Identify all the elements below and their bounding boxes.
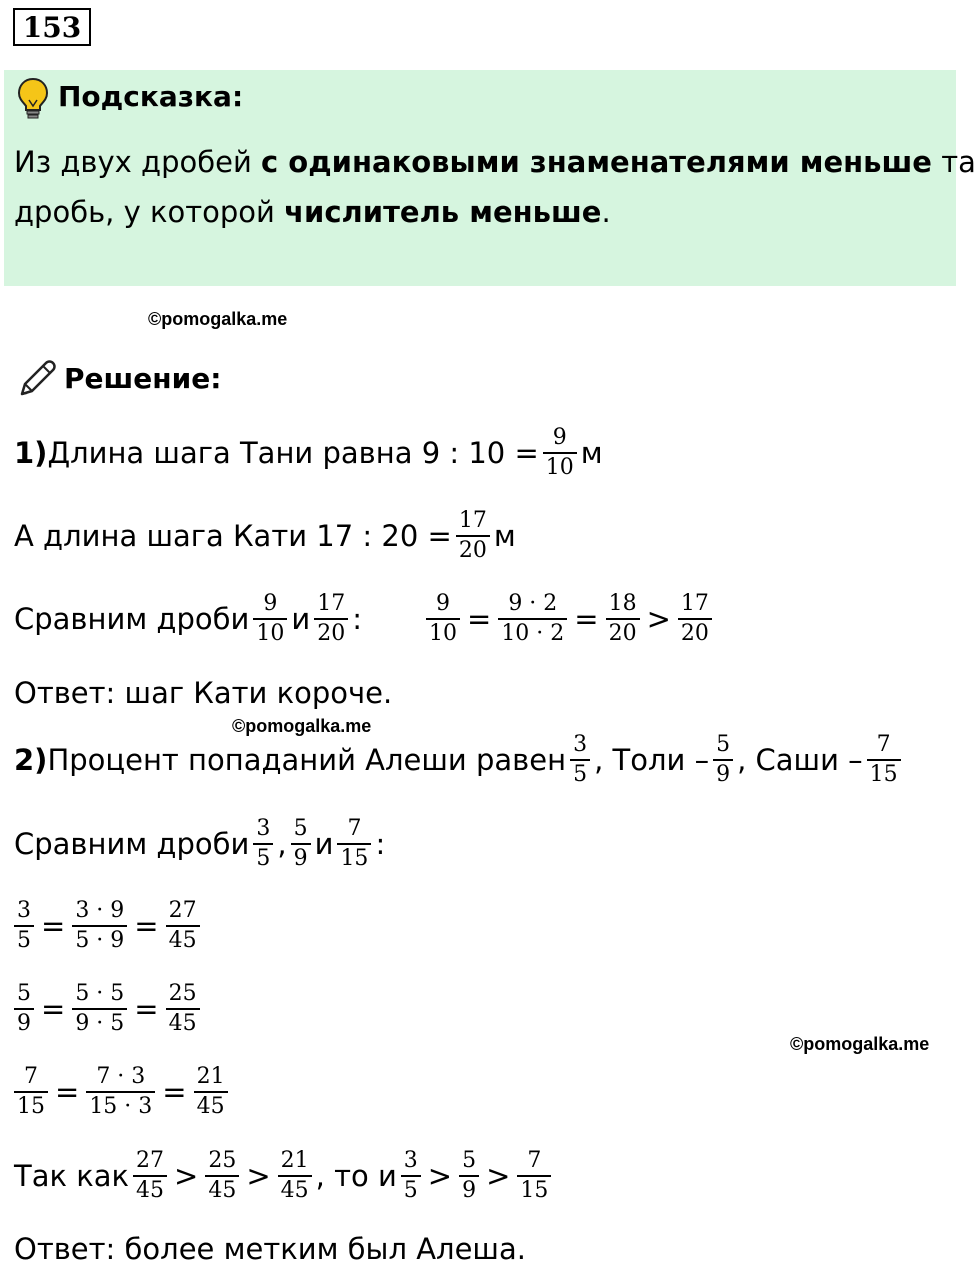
greater-than-sign: > xyxy=(486,1159,511,1194)
part1-compare xyxy=(14,592,716,646)
part2-row-3 xyxy=(10,1065,232,1119)
hint-text-line-2 xyxy=(14,195,611,229)
fraction: $\frac{3}{5}$ xyxy=(401,1149,421,1203)
fraction: $\frac{5}{9}$ xyxy=(459,1149,479,1203)
unit: м xyxy=(493,519,516,554)
fraction: $\frac{21}{45}$ xyxy=(278,1149,312,1203)
punctuation: , xyxy=(277,827,287,862)
fraction: $\frac{25}{45}$ xyxy=(166,982,200,1036)
fraction: $\frac{9 \cdot 2}{10 \cdot 2}$ xyxy=(498,592,567,646)
statement-text: , Саши – xyxy=(737,743,863,778)
conjunction: и xyxy=(291,602,311,637)
greater-than-sign: > xyxy=(174,1159,199,1194)
fraction: $\frac{17}{20}$ xyxy=(678,592,712,646)
lightbulb-icon xyxy=(16,76,50,120)
statement-text: А длина шага Кати 17 : 20 = xyxy=(14,519,452,554)
fraction: $\frac{27}{45}$ xyxy=(166,899,200,953)
task-number: 153 xyxy=(13,8,91,46)
greater-than-sign: > xyxy=(646,602,671,637)
watermark: ©pomogalka.me xyxy=(232,716,372,736)
answer-text: Ответ: шаг Кати короче. xyxy=(14,676,393,710)
watermark: ©pomogalka.me xyxy=(790,1034,930,1054)
greater-than-sign: > xyxy=(427,1159,453,1194)
fraction: $\frac{9}{10}$ xyxy=(253,592,287,646)
equals-sign: = xyxy=(162,1075,187,1110)
hint-title: Подсказка: xyxy=(58,80,244,113)
fraction: $\frac{7}{15}$ xyxy=(14,1065,48,1119)
fraction: $\frac{25}{45}$ xyxy=(205,1149,239,1203)
statement-text: Сравним дроби xyxy=(14,602,250,637)
statement-text: Сравним дроби xyxy=(14,827,250,862)
fraction: $\frac{5}{9}$ xyxy=(14,982,34,1036)
statement-text: , Толи – xyxy=(594,743,710,778)
fraction: $\frac{9}{10}$ xyxy=(426,592,460,646)
equals-sign: = xyxy=(134,909,159,944)
fraction: $\frac{27}{45}$ xyxy=(133,1149,167,1203)
unit: м xyxy=(580,436,603,471)
hint-text: дробь, у которой xyxy=(14,195,285,229)
part1-answer xyxy=(14,676,392,710)
hint-emphasis: числитель меньше xyxy=(284,195,602,229)
fraction: $\frac{5}{9}$ xyxy=(713,733,733,787)
punctuation: : xyxy=(375,827,386,862)
fraction: $\frac{3 \cdot 9}{5 \cdot 9}$ xyxy=(72,899,127,953)
equals-sign: = xyxy=(41,992,66,1027)
hint-text: та xyxy=(931,145,976,179)
part2-answer xyxy=(14,1232,526,1266)
fraction: $\frac{9}{10}$ xyxy=(543,426,577,480)
fraction: $\frac{5}{9}$ xyxy=(291,817,311,871)
solution-title: Решение: xyxy=(64,362,222,395)
part2-compare xyxy=(14,817,385,871)
conjunction: и xyxy=(314,827,334,862)
statement-text: , то и xyxy=(315,1159,397,1194)
equals-sign: = xyxy=(55,1075,80,1110)
fraction: $\frac{18}{20}$ xyxy=(606,592,640,646)
hint-text-line-1 xyxy=(14,145,976,179)
hint-text: . xyxy=(601,195,611,229)
fraction: $\frac{5 \cdot 5}{9 \cdot 5}$ xyxy=(72,982,127,1036)
equals-sign: = xyxy=(574,602,599,637)
part1-line1 xyxy=(14,426,603,480)
statement-text: Длина шага Тани равна 9 : 10 = xyxy=(47,436,539,471)
hint-emphasis: с одинаковыми знаменателями меньше xyxy=(261,145,932,179)
part-label: 1) xyxy=(14,436,48,471)
fraction: $\frac{17}{20}$ xyxy=(314,592,348,646)
answer-text: Ответ: более метким был Алеша. xyxy=(14,1232,526,1266)
part2-line1 xyxy=(14,733,905,787)
fraction: $\frac{21}{45}$ xyxy=(194,1065,228,1119)
fraction: $\frac{7}{15}$ xyxy=(867,733,901,787)
fraction: $\frac{3}{5}$ xyxy=(570,733,590,787)
equals-sign: = xyxy=(134,992,159,1027)
statement-text: Процент попаданий Алеши равен xyxy=(47,743,567,778)
part1-line2 xyxy=(14,509,516,563)
fraction: $\frac{3}{5}$ xyxy=(253,817,273,871)
equals-sign: = xyxy=(467,602,492,637)
equals-sign: = xyxy=(41,909,66,944)
fraction: $\frac{3}{5}$ xyxy=(14,899,34,953)
fraction: $\frac{7}{15}$ xyxy=(337,817,371,871)
part2-row-1 xyxy=(10,899,204,953)
part2-row-2 xyxy=(10,982,204,1036)
part2-conclusion xyxy=(14,1149,555,1203)
greater-than-sign: > xyxy=(246,1159,271,1194)
punctuation: : xyxy=(352,602,362,637)
hint-text: Из двух дробей xyxy=(14,145,262,179)
fraction: $\frac{17}{20}$ xyxy=(456,509,490,563)
part-label: 2) xyxy=(14,743,48,778)
pencil-icon xyxy=(16,358,58,400)
fraction: $\frac{7}{15}$ xyxy=(517,1149,551,1203)
fraction: $\frac{7 \cdot 3}{15 \cdot 3}$ xyxy=(86,1065,155,1119)
statement-text: Так как xyxy=(14,1159,130,1194)
watermark: ©pomogalka.me xyxy=(148,309,288,329)
